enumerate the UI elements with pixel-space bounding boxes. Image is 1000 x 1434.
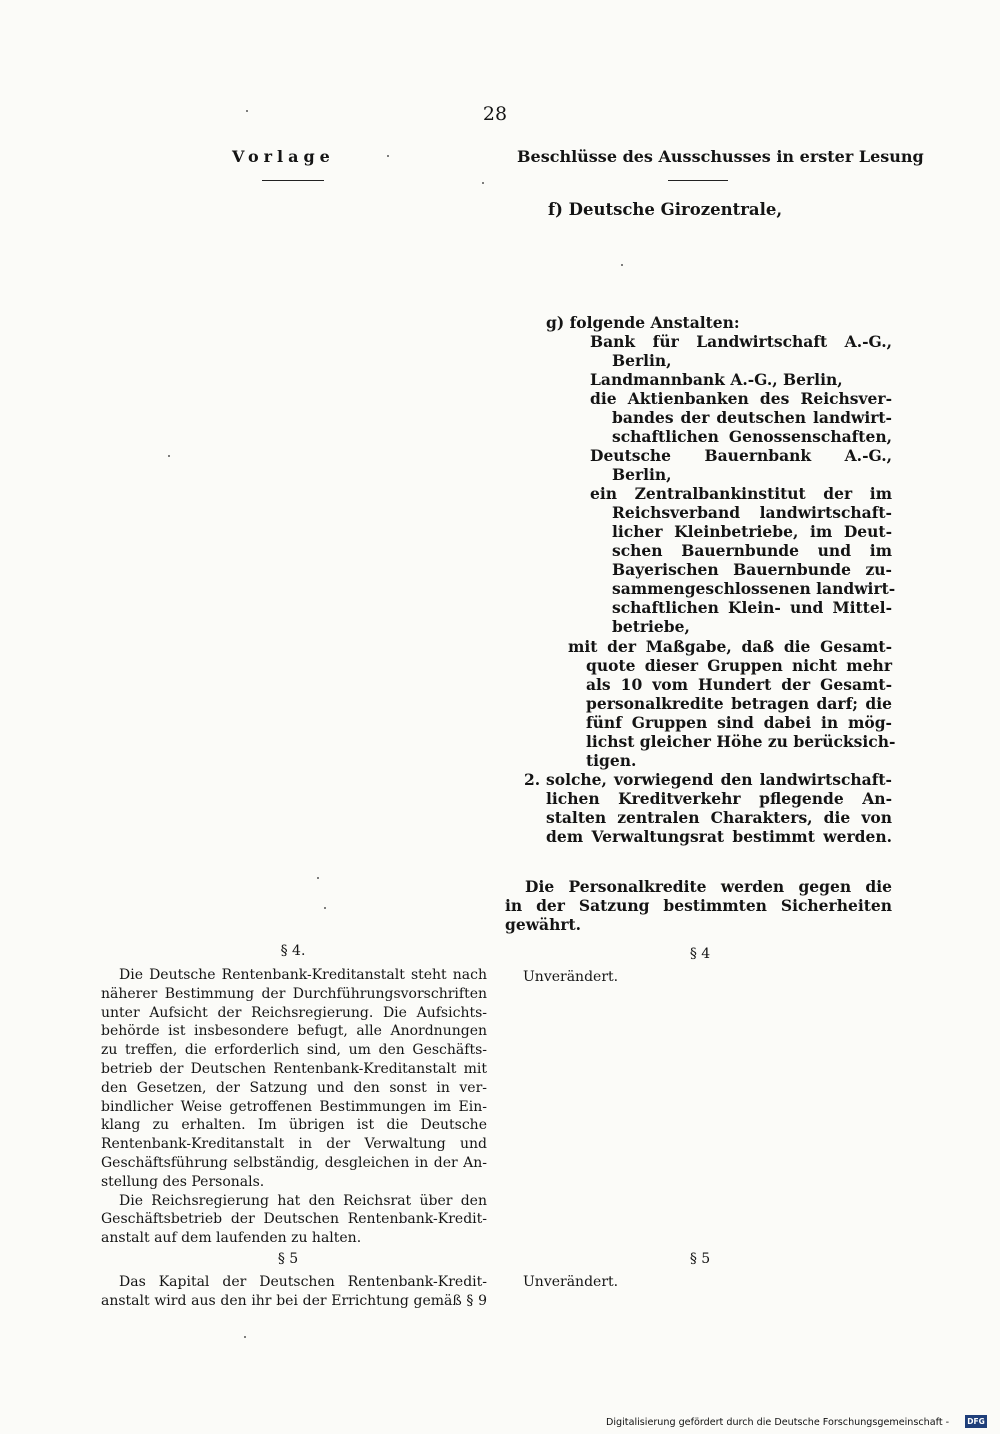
proviso-paragraph: [568, 637, 896, 770]
left-header-rule: [262, 180, 324, 181]
item-2-paragraph: [546, 770, 892, 846]
section-5-line: anstalt wird aus den ihr bei der Errichtung gemäß § 9: [101, 1292, 487, 1309]
item-2-number: 2.: [524, 770, 541, 789]
section-4-line: stellung des Personals.: [101, 1173, 265, 1190]
footer-credit: Digitalisierung gefördert durch die Deutsche Forschungsgemeinschaft -: [606, 1417, 950, 1428]
scan-speck: [482, 182, 484, 184]
institution-line: Berlin,: [612, 465, 672, 484]
right-column-header: Beschlüsse des Ausschusses in erster Lesung: [517, 147, 924, 166]
item-2-line: lichen Kreditverkehr pflegende An-: [546, 789, 892, 808]
institution-line: betriebe,: [612, 617, 690, 636]
item-2-line: dem Verwaltungsrat bestimmt werden.: [546, 827, 892, 846]
section-5-left-heading: § 5: [277, 1251, 299, 1267]
section-4-line: unter Aufsicht der Reichsregierung. Die Aufsichts-: [101, 1004, 487, 1021]
institution-line: Berlin,: [612, 351, 672, 370]
proviso-line: personalkredite betragen darf; die: [586, 694, 892, 713]
left-column-header: Vorlage: [232, 147, 335, 166]
proviso-line: fünf Gruppen sind dabei in mög-: [586, 713, 892, 732]
institution-line: licher Kleinbetriebe, im Deut-: [612, 522, 892, 541]
scan-speck: [168, 455, 170, 457]
section-4-left-text: [101, 966, 487, 1248]
scan-speck: [246, 110, 248, 112]
section-4-line: klang zu erhalten. Im übrigen ist die Deutsche: [101, 1117, 487, 1134]
item-f: f) Deutsche Girozentrale,: [548, 200, 783, 219]
institution-line: die Aktienbanken des Reichsver-: [590, 389, 892, 408]
section-5-right-heading: § 5: [689, 1251, 711, 1267]
item-g-institutions: [590, 332, 896, 636]
section-4-right-text: Unverändert.: [523, 969, 619, 985]
item-2-line: stalten zentralen Charakters, die von: [546, 808, 892, 827]
section-5-line: Das Kapital der Deutschen Rentenbank-Kredit-: [119, 1274, 487, 1290]
section-4-line: zu treffen, die erforderlich sind, um den Geschäfts-: [101, 1042, 487, 1059]
section-4-line: den Gesetzen, der Satzung und den sonst in ver-: [101, 1079, 487, 1096]
personal-credit-paragraph: [505, 877, 892, 934]
proviso-line: quote dieser Gruppen nicht mehr: [586, 656, 892, 675]
section-4-line: Die Deutsche Rentenbank-Kreditanstalt steht nach: [119, 967, 487, 983]
section-4-line: anstalt auf dem laufenden zu halten.: [101, 1230, 362, 1247]
proviso-line: als 10 vom Hundert der Gesamt-: [586, 675, 892, 694]
section-4-line: behörde ist insbesondere befugt, alle Anordnungen: [101, 1023, 487, 1040]
institution-line: Bayerischen Bauernbunde zu-: [612, 560, 892, 579]
section-4-line: Geschäftsbetrieb der Deutschen Rentenbank-Kredit-: [101, 1211, 487, 1228]
proviso-line: tigen.: [586, 751, 637, 770]
scan-speck: [621, 264, 623, 266]
institution-line: Landmannbank A.-G., Berlin,: [590, 370, 843, 389]
institution-line: schaftlichen Klein- und Mittel-: [612, 598, 892, 617]
institution-line: Deutsche Bauernbank A.-G.,: [590, 446, 892, 465]
institution-line: bandes der deutschen landwirt-: [612, 408, 892, 427]
institution-line: schaftlichen Genossenschaften,: [612, 427, 892, 446]
institution-line: schen Bauernbunde und im: [612, 541, 892, 560]
item-g-title: g) folgende Anstalten:: [546, 313, 740, 332]
personal-credit-line: gewährt.: [505, 915, 582, 934]
scan-speck: [324, 907, 326, 909]
personal-credit-line: in der Satzung bestimmten Sicherheiten: [505, 896, 892, 915]
proviso-line: mit der Maßgabe, daß die Gesamt-: [568, 637, 892, 656]
section-4-line: betrieb der Deutschen Rentenbank-Kreditanstalt mit: [101, 1060, 487, 1077]
institution-line: sammengeschlossenen landwirt-: [612, 579, 896, 598]
personal-credit-line: Die Personalkredite werden gegen die: [525, 877, 892, 896]
section-4-line: Rentenbank-Kreditanstalt in der Verwaltung und: [101, 1136, 487, 1153]
scan-speck: [317, 877, 319, 879]
scan-speck: [387, 155, 389, 157]
section-4-line: bindlicher Weise getroffenen Bestimmungen im Ein-: [101, 1098, 487, 1115]
dfg-logo: DFG: [965, 1415, 987, 1428]
page-number: 28: [482, 103, 508, 125]
item-2-line: solche, vorwiegend den landwirtschaft-: [546, 770, 892, 789]
section-4-line: näherer Bestimmung der Durchführungsvorschriften: [101, 985, 487, 1002]
institution-line: Reichsverband landwirtschaft-: [612, 503, 892, 522]
institution-line: ein Zentralbankinstitut der im: [590, 484, 892, 503]
institution-line: Bank für Landwirtschaft A.-G.,: [590, 332, 892, 351]
proviso-line: lichst gleicher Höhe zu berücksich-: [586, 732, 896, 751]
section-5-left-text: [101, 1273, 487, 1311]
section-4-line: Geschäftsführung selbständig, desgleichen in der An-: [101, 1154, 487, 1171]
section-4-line: Die Reichsregierung hat den Reichsrat über den: [119, 1192, 487, 1209]
scan-speck: [244, 1336, 246, 1338]
section-4-left-heading: § 4.: [280, 943, 306, 959]
right-header-rule: [668, 180, 728, 181]
section-5-right-text: Unverändert.: [523, 1274, 619, 1290]
section-4-right-heading: § 4: [689, 946, 711, 962]
